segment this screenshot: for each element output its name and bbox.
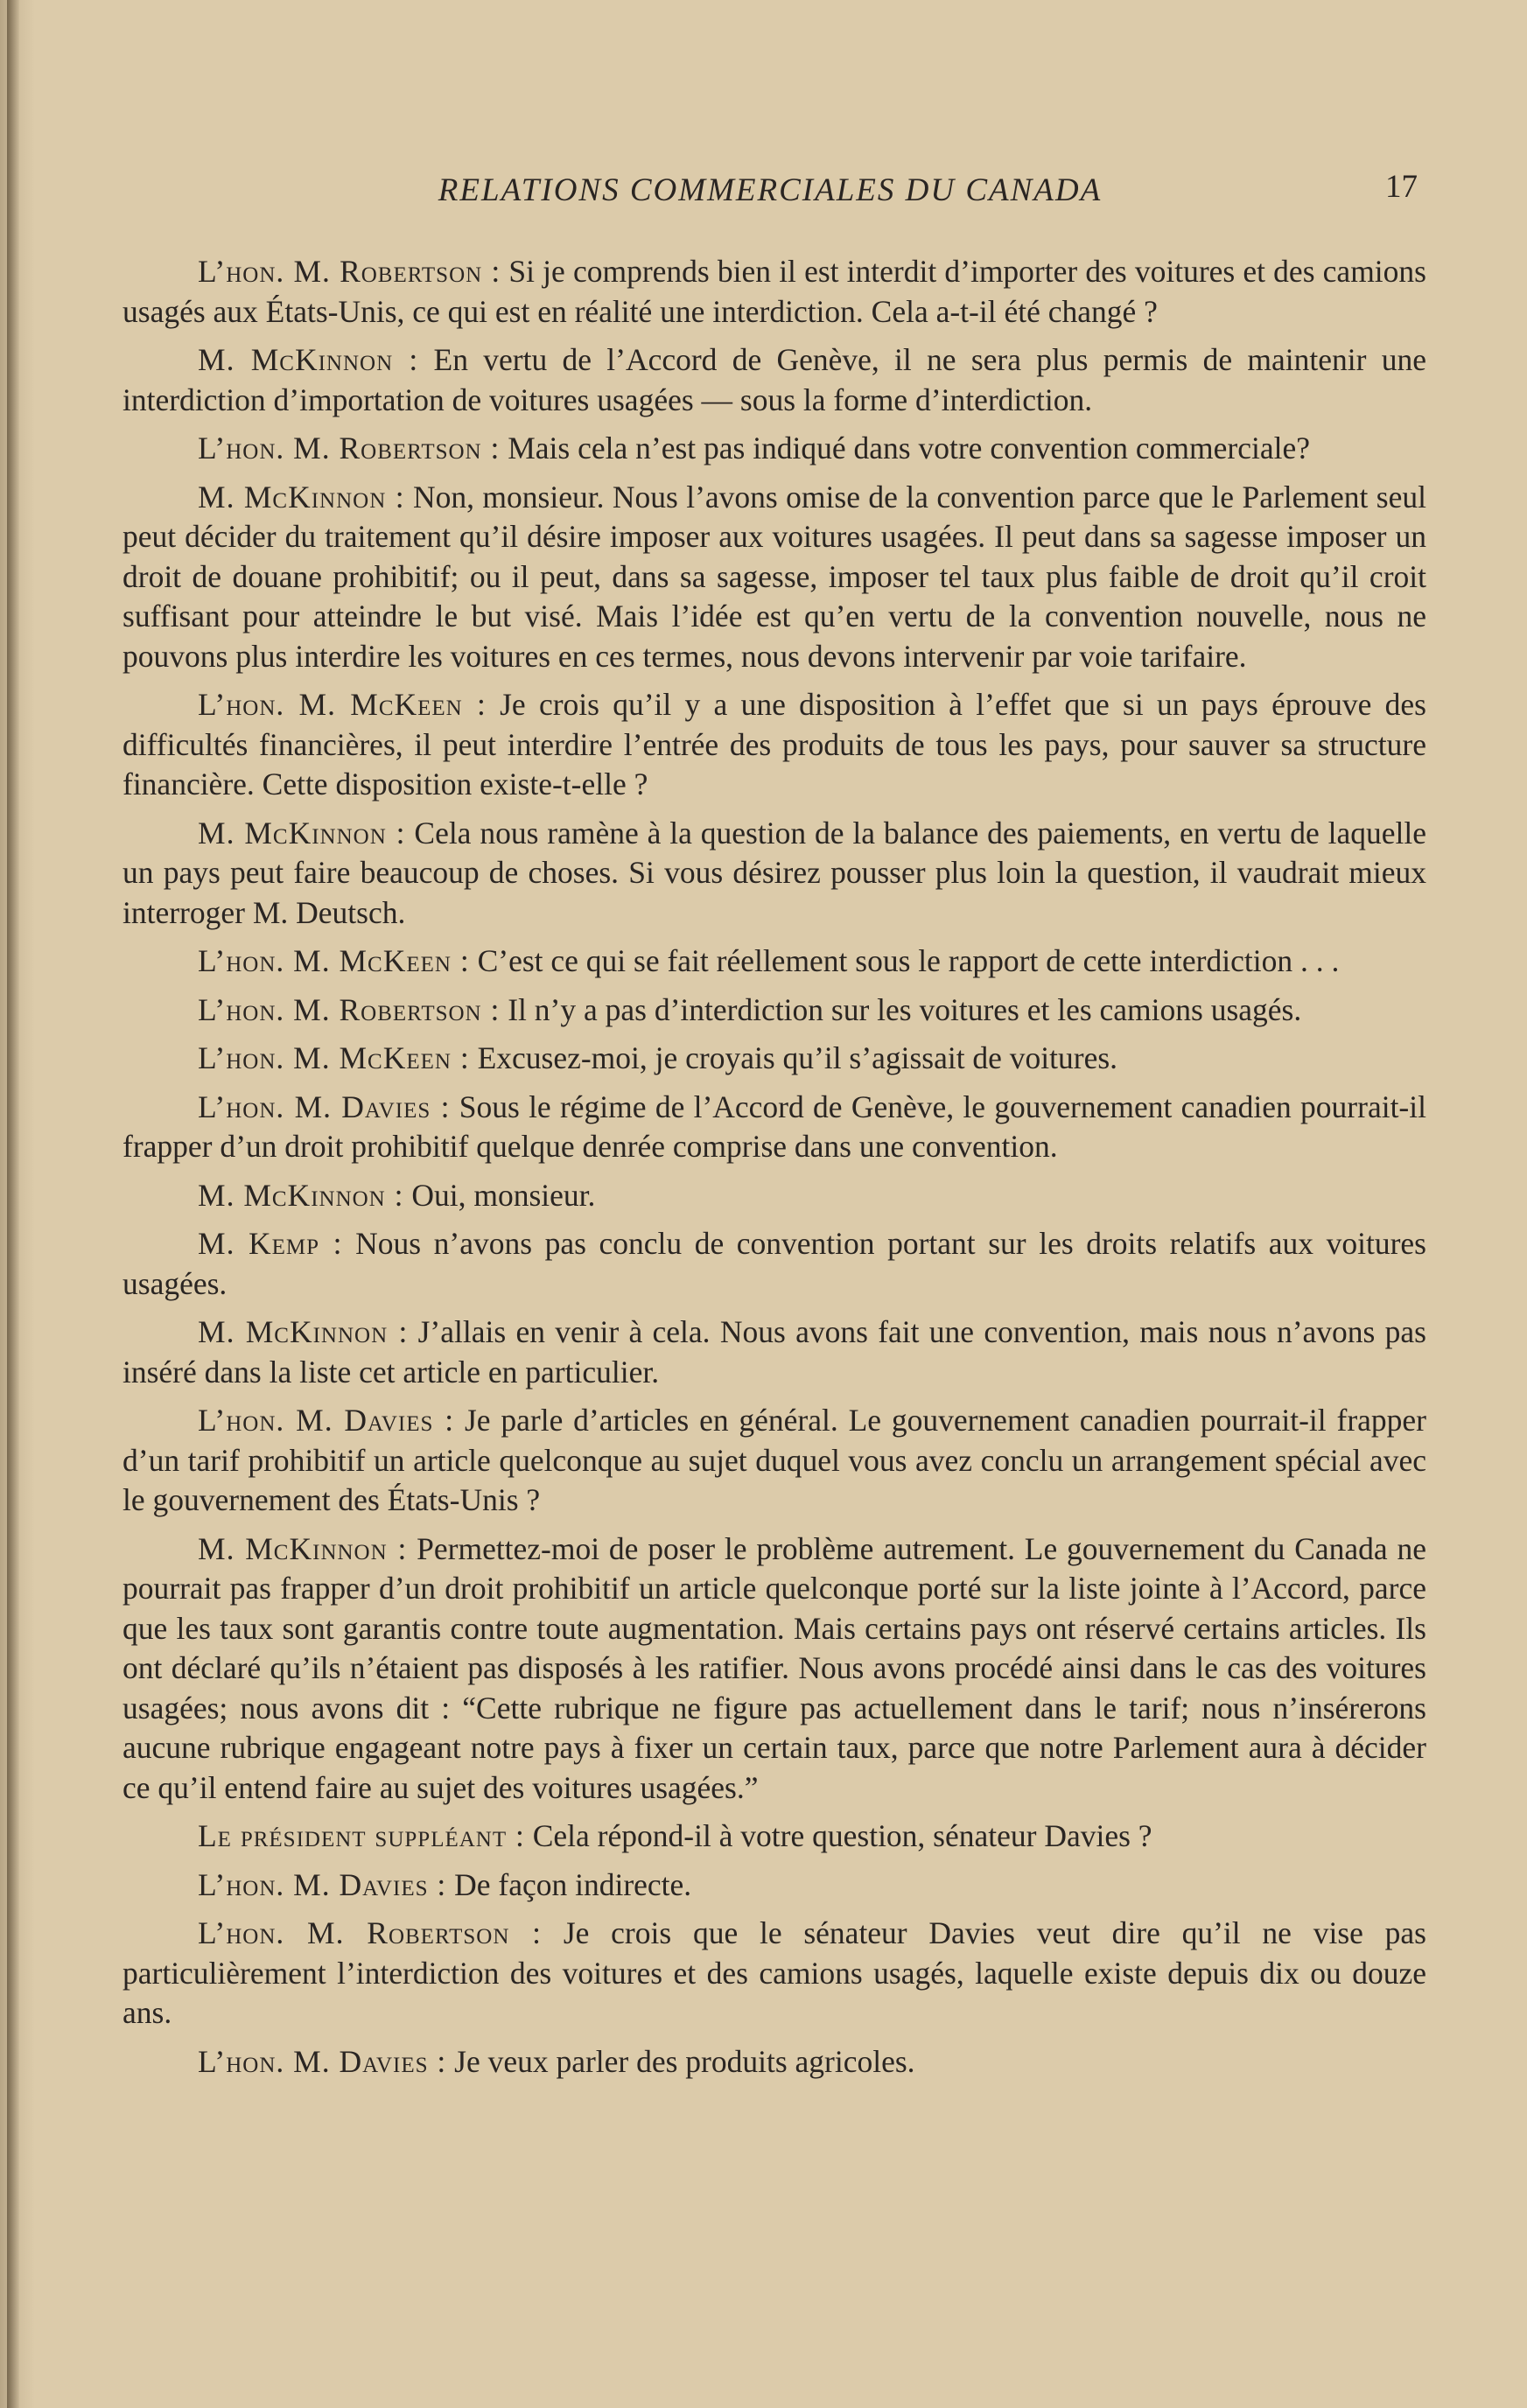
paragraph-text: Je veux parler des produits agricoles.: [446, 2043, 915, 2079]
paragraph-text: Si je comprends bien il est interdit d’importer des voitures et des camions usagés aux États-Unis, ce qui est en réalité une interdiction. Cela a-t-il été changé ?: [123, 254, 1426, 329]
speaker-name: M. McKinnon :: [198, 1530, 408, 1566]
paragraph: [123, 1401, 1426, 1521]
paragraph-text: De façon indirecte.: [446, 1866, 692, 1902]
paragraph: [123, 252, 1426, 332]
paragraph-text: Cela nous ramène à la question de la balance des paiements, en vertu de laquelle un pays peut faire beaucoup de choses. Si vous désirez pousser plus loin la question, il vaudrait mieux interroger M. Deutsch.: [123, 815, 1426, 930]
transcript-body: [123, 252, 1426, 2090]
speaker-name: L’hon. M. Robertson :: [198, 430, 501, 466]
paragraph: [123, 478, 1426, 677]
page-number: 17: [1385, 169, 1418, 205]
paragraph: [123, 1866, 1426, 1906]
paragraph: [123, 814, 1426, 934]
paragraph-text: En vertu de l’Accord de Genève, il ne sera plus permis de maintenir une interdiction d’importation de voitures usagées — sous la forme d’interdiction.: [123, 342, 1426, 417]
paragraph-text: J’allais en venir à cela. Nous avons fait une convention, mais nous n’avons pas inséré dans la liste cet article en particulier.: [123, 1314, 1426, 1390]
running-title: RELATIONS COMMERCIALES DU CANADA: [438, 172, 1103, 208]
paragraph-text: Je crois qu’il y a une disposition à l’effet que si un pays éprouve des difficultés financières, il peut interdire l’entrée des produits de tous les pays, pour sauver sa structure financière. Cette disposition existe-t-elle ?: [123, 687, 1426, 802]
paragraph-text: Nous n’avons pas conclu de convention portant sur les droits relatifs aux voitures usagées.: [123, 1226, 1426, 1301]
paragraph: [123, 1530, 1426, 1809]
speaker-name: M. McKinnon :: [198, 479, 405, 514]
paragraph-text: C’est ce qui se fait réellement sous le rapport de cette interdiction . . .: [469, 943, 1340, 978]
page-header: [123, 169, 1418, 224]
paragraph: [123, 1039, 1426, 1079]
paragraph: [123, 1088, 1426, 1167]
paragraph-text: Mais cela n’est pas indiqué dans votre convention commerciale?: [500, 430, 1310, 466]
paragraph-text: Permettez-moi de poser le problème autrement. Le gouvernement du Canada ne pourrait pas frapper d’un droit prohibitif un article quelconque porté sur la liste jointe à l’Accord, parce que les taux sont garantis contre toute augmentation. Mais certains pays ont réservé certains articles. Ils ont déclaré qu’ils n’étaient pas disposés à les ratifier. Nous avons procédé ainsi dans le cas des voitures usagées; nous avons dit : “Cette rubrique ne figure pas actuellement dans le tarif; nous n’insérerons aucune rubrique engageant notre pays à fixer un certain taux, parce que notre Parlement aura à décider ce qu’il entend faire au sujet des voitures usagées.”: [123, 1530, 1426, 1805]
speaker-name: M. McKinnon :: [198, 342, 419, 377]
paragraph-text: Sous le régime de l’Accord de Genève, le gouvernement canadien pourrait-il frapper d’un droit prohibitif quelque denrée comprise dans une convention.: [123, 1088, 1426, 1164]
paragraph: [123, 942, 1426, 982]
speaker-name: L’hon. M. Davies :: [198, 2043, 447, 2079]
binding-shadow: [7, 0, 19, 2408]
paragraph: [123, 990, 1426, 1031]
speaker-name: L’hon. M. Davies :: [198, 1088, 451, 1124]
paragraph: [123, 2042, 1426, 2082]
speaker-name: M. McKinnon :: [198, 815, 406, 850]
paragraph: [123, 1176, 1426, 1216]
speaker-name: L’hon. M. McKeen :: [198, 687, 487, 722]
speaker-name: L’hon. M. Davies :: [198, 1403, 455, 1438]
speaker-name: L’hon. M. Robertson :: [198, 254, 501, 289]
speaker-name: L’hon. M. Robertson :: [198, 1915, 543, 1950]
paragraph: [123, 1914, 1426, 2034]
speaker-name: L’hon. M. McKeen :: [198, 943, 470, 978]
paragraph-text: Oui, monsieur.: [403, 1177, 596, 1213]
paragraph-text: Excusez-moi, je croyais qu’il s’agissait de voitures.: [469, 1040, 1118, 1075]
speaker-name: M. McKinnon :: [198, 1177, 404, 1213]
paragraph-text: Il n’y a pas d’interdiction sur les voitures et les camions usagés.: [500, 991, 1302, 1027]
paragraph-text: Je crois que le sénateur Davies veut dire qu’il ne vise pas particulièrement l’interdiction des voitures et des camions usagés, laquelle existe depuis dix ou douze ans.: [123, 1915, 1426, 2030]
paragraph: [123, 1224, 1426, 1304]
paragraph: [123, 340, 1426, 420]
speaker-name: M. McKinnon :: [198, 1314, 409, 1349]
paragraph: [123, 1312, 1426, 1392]
paragraph: [123, 429, 1426, 469]
paragraph-text: Je parle d’articles en général. Le gouvernement canadien pourrait-il frapper d’un tarif prohibitif un article quelconque au sujet duquel vous avez conclu un arrangement spécial avec le gouvernement des États-Unis ?: [123, 1403, 1426, 1517]
speaker-name: L’hon. M. McKeen :: [198, 1040, 470, 1075]
speaker-name: Le président suppléant :: [198, 1818, 525, 1853]
paragraph: [123, 1816, 1426, 1857]
speaker-name: L’hon. M. Robertson :: [198, 991, 501, 1027]
speaker-name: M. Kemp :: [198, 1226, 343, 1261]
paragraph: [123, 685, 1426, 805]
paragraph-text: Cela répond-il à votre question, sénateur Davies ?: [524, 1818, 1152, 1853]
paragraph-text: Non, monsieur. Nous l’avons omise de la convention parce que le Parlement seul peut décider du traitement qu’il désire imposer aux voitures usagées. Il peut dans sa sagesse imposer un droit de douane prohibitif; ou il peut, dans sa sagesse, imposer tel taux plus faible de droit qu’il croit suffisant pour atteindre le but visé. Mais l’idée est qu’en vertu de la convention nouvelle, nous ne pouvons plus interdire les voitures en ces termes, nous devons intervenir par voie tarifaire.: [123, 479, 1426, 674]
speaker-name: L’hon. M. Davies :: [198, 1866, 447, 1902]
